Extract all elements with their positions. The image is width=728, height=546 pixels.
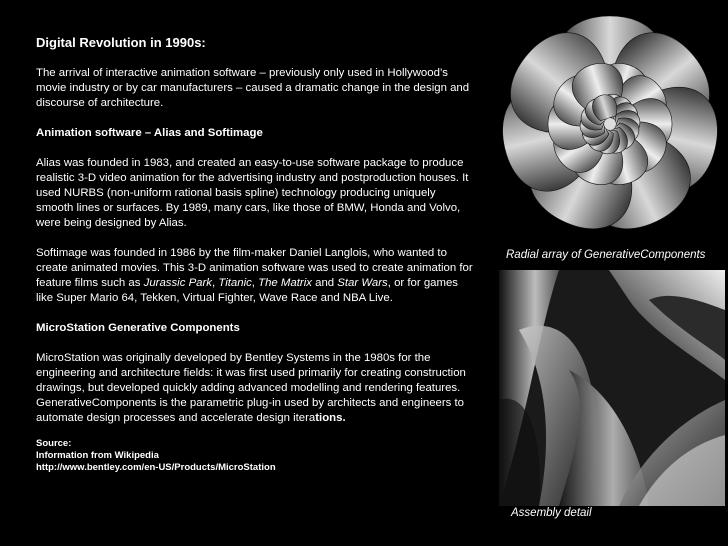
source-label: Source: xyxy=(36,438,72,449)
microstation-paragraph xyxy=(36,351,476,426)
image-caption: Radial array of GenerativeComponents xyxy=(506,249,706,261)
separator: and xyxy=(311,277,338,289)
section-heading-microstation: MicroStation Generative Components xyxy=(36,322,240,334)
softimage-paragraph xyxy=(36,246,476,306)
microstation-text-bold: tions. xyxy=(315,412,346,424)
softimage-text: Softimage was founded in 1986 by the film-maker Daniel Langlois, who wanted to create animated movies. This 3-D animation software was used to create animation for feature films such as xyxy=(36,247,473,289)
film-title: The Matrix xyxy=(258,277,312,289)
assembly-detail-image xyxy=(499,270,725,506)
article-text xyxy=(36,35,476,474)
source-line: Information from Wikipedia xyxy=(36,450,159,461)
image-caption: Assembly detail xyxy=(511,507,592,519)
separator: , xyxy=(251,277,259,289)
alias-paragraph: Alias was founded in 1983, and created an easy-to-use software package to produce realistic 3-D video animation for the advertising industry and postproduction houses. It used NURBS (non-uniform rational basis spline) technology producing uniquely smooth lines or surfaces. By 1989, many cars, like those of BMW, Honda and Volvo, were being designed by Alias. xyxy=(36,157,469,229)
section-heading-animation-software: Animation software – Alias and Softimage xyxy=(36,127,263,139)
separator: , xyxy=(212,277,219,289)
intro-paragraph: The arrival of interactive animation software – previously only used in Hollywood’s movie industry or by car manufacturers – caused a dramatic change in the design and discourse of architecture. xyxy=(36,67,470,109)
source-block xyxy=(36,438,476,474)
film-title: Titanic xyxy=(218,277,252,289)
microstation-text: MicroStation was originally developed by Bentley Systems in the 1980s for the engineering and architecture fields: it was first used primarily for creating construction drawings, but developed quickly adding advanced modelling and rendering features. GenerativeComponents is the parametric plug-in used by architects and engineers to automate design processes and accelerate design itera xyxy=(36,352,466,424)
softimage-text: , or for games like Super Mario 64, Tekken, Virtual Fighter, Wave Race and NBA Live. xyxy=(36,277,459,304)
film-title: Jurassic Park xyxy=(143,277,212,289)
page-title: Digital Revolution in 1990s: xyxy=(36,35,206,50)
source-url: http://www.bentley.com/en-US/Products/MicroStation xyxy=(36,462,276,473)
radial-array-image xyxy=(499,6,721,242)
film-title: Star Wars xyxy=(337,277,388,289)
